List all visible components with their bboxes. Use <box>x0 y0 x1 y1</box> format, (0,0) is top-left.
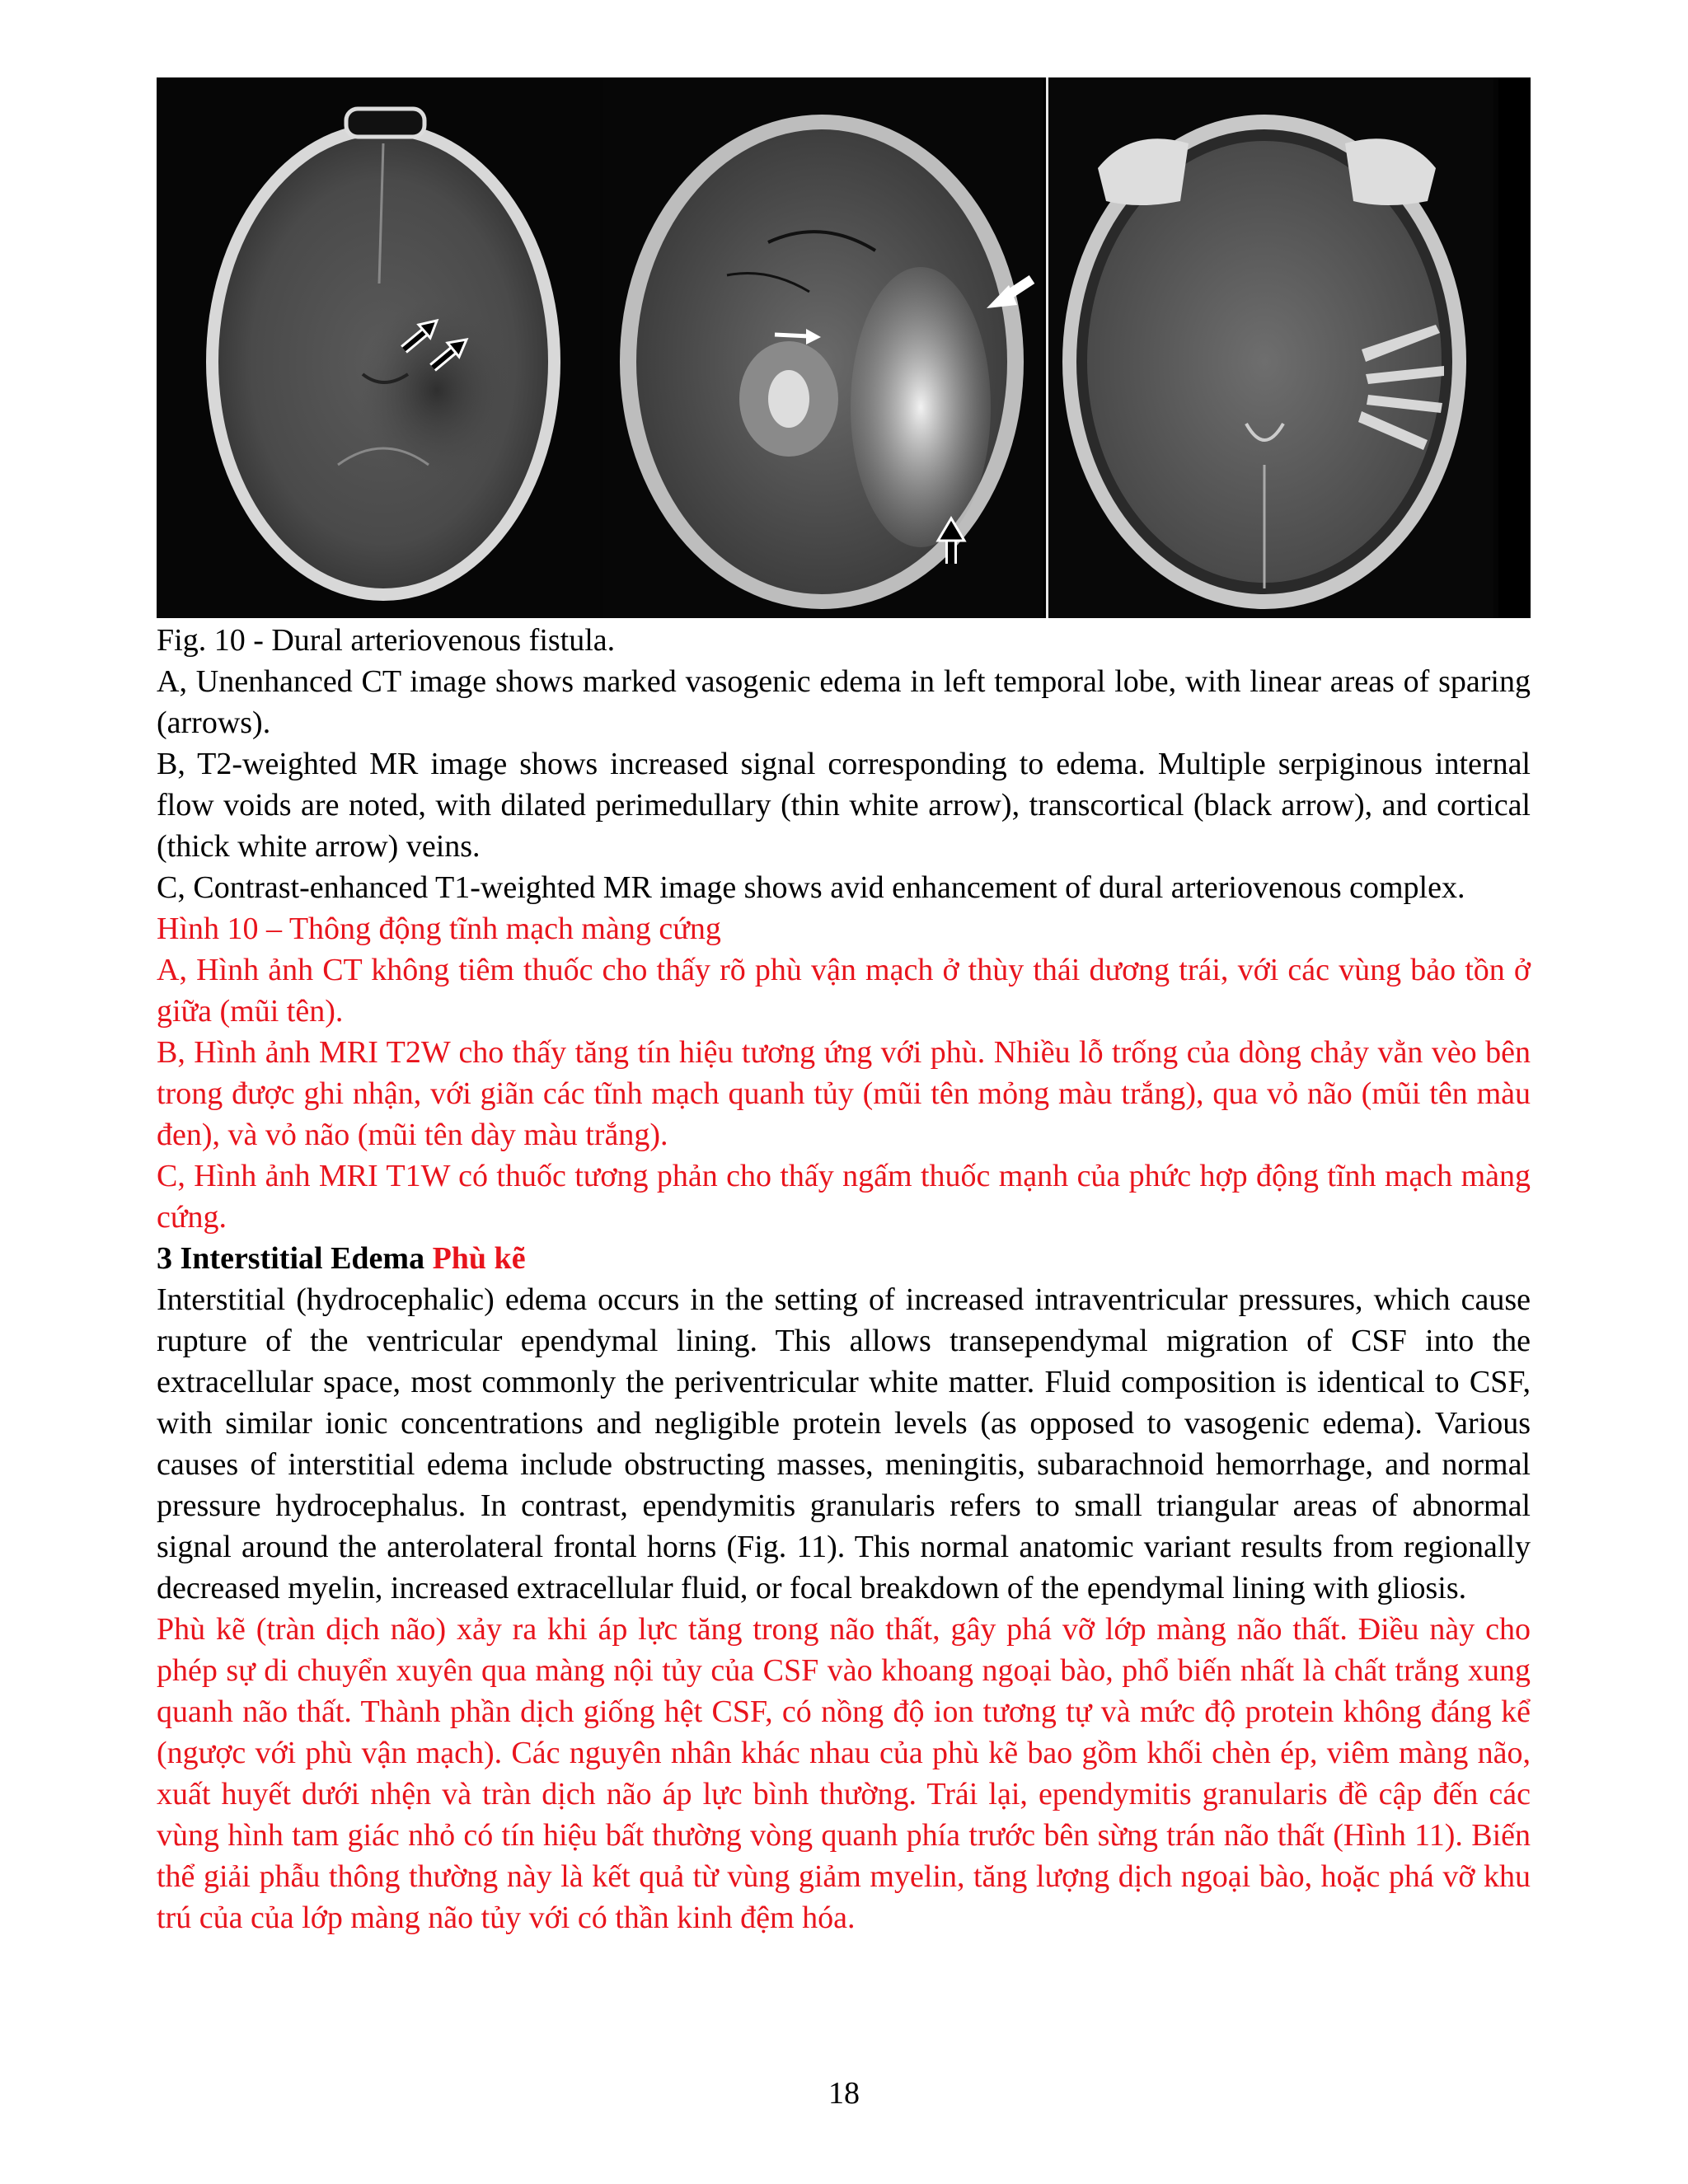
section-heading-en: 3 Interstitial Edema <box>157 1241 425 1276</box>
section-heading <box>157 1238 1531 1279</box>
section-body-vn: Phù kẽ (tràn dịch não) xảy ra khi áp lực tăng trong não thất, gây phá vỡ lớp màng não thất. Điều này cho phép sự di chuyển xuyên qua màng nội tủy của CSF vào khoang ngoại bào, phổ biến nhất là chất trắng xung quanh não thất. Thành phần dịch giống hệt CSF, có nồng độ ion tương tự và mức độ protein không đáng kể (ngược với phù vận mạch). Các nguyên nhân khác nhau của phù kẽ bao gồm khối chèn ép, viêm màng não, xuất huyết dưới nhện và tràn dịch não áp lực bình thường. Trái lại, ependymitis granularis đề cập đến các vùng hình tam giác nhỏ có tín hiệu bất thường vòng quanh phía trước bên sừng trán não thất (Hình 11). Biến thể giải phẫu thông thường này là kết quả từ vùng giảm myelin, tăng lượng dịch ngoại bào, hoặc phá vỡ khu trú của của lớp màng não tủy với có thần kinh đệm hóa. <box>157 1612 1531 1935</box>
section-heading-vn: Phù kẽ <box>432 1241 526 1276</box>
caption-vn-a: A, Hình ảnh CT không tiêm thuốc cho thấy rõ phù vận mạch ở thùy thái dương trái, với các vùng bảo tồn ở giữa (mũi tên). <box>157 953 1531 1029</box>
caption-en-title: Fig. 10 - Dural arteriovenous fistula. <box>157 623 616 658</box>
caption-vn-b: B, Hình ảnh MRI T2W cho thấy tăng tín hiệu tương ứng với phù. Nhiều lỗ trống của dòng chảy vằn vèo bên trong được ghi nhận, với giãn các tĩnh mạch quanh tủy (mũi tên mỏng màu trắng), qua vỏ não (mũi tên màu đen), và vỏ não (mũi tên dày màu trắng). <box>157 1035 1531 1152</box>
figure-panel-c-t1-contrast-mr <box>1046 77 1498 618</box>
figure-10 <box>157 77 1531 618</box>
caption-vn-title: Hình 10 – Thông động tĩnh mạch màng cứng <box>157 912 721 946</box>
figure-panel-b-t2-mr <box>603 77 1043 618</box>
text-body <box>157 620 1531 1938</box>
t2-mr-brain-image <box>603 77 1043 618</box>
caption-en-c: C, Contrast-enhanced T1-weighted MR image shows avid enhancement of dural arteriovenous complex. <box>157 870 1465 905</box>
section-body-en: Interstitial (hydrocephalic) edema occurs in the setting of increased intraventricular pressures, which cause rupture of the ventricular ependymal lining. This allows transependymal migration of CSF into the extracellular space, most commonly the periventricular white matter. Fluid composition is identical to CSF, with similar ionic concentrations and negligible protein levels (as opposed to vasogenic edema). Various causes of interstitial edema include obstructing masses, meningitis, subarachnoid hemorrhage, and normal pressure hydrocephalus. In contrast, ependymitis granularis refers to small triangular areas of abnormal signal around the anterolateral frontal horns (Fig. 11). This normal anatomic variant results from regionally decreased myelin, increased extracellular fluid, or focal breakdown of the ependymal lining with gliosis. <box>157 1282 1531 1605</box>
t1-contrast-mr-brain-image <box>1048 77 1493 618</box>
page-number: 18 <box>828 2076 860 2111</box>
figure-panel-a-ct <box>157 77 603 618</box>
caption-en-a: A, Unenhanced CT image shows marked vasogenic edema in left temporal lobe, with linear areas of sparing (arrows). <box>157 664 1531 740</box>
ct-brain-image <box>157 77 603 618</box>
caption-vn-c: C, Hình ảnh MRI T1W có thuốc tương phản cho thấy ngấm thuốc mạnh của phức hợp động tĩnh mạch màng cứng. <box>157 1159 1531 1235</box>
caption-en-b: B, T2-weighted MR image shows increased signal corresponding to edema. Multiple serpiginous internal flow voids are noted, with dilated perimedullary (thin white arrow), transcortical (black arrow), and cortical (thick white arrow) veins. <box>157 747 1531 864</box>
